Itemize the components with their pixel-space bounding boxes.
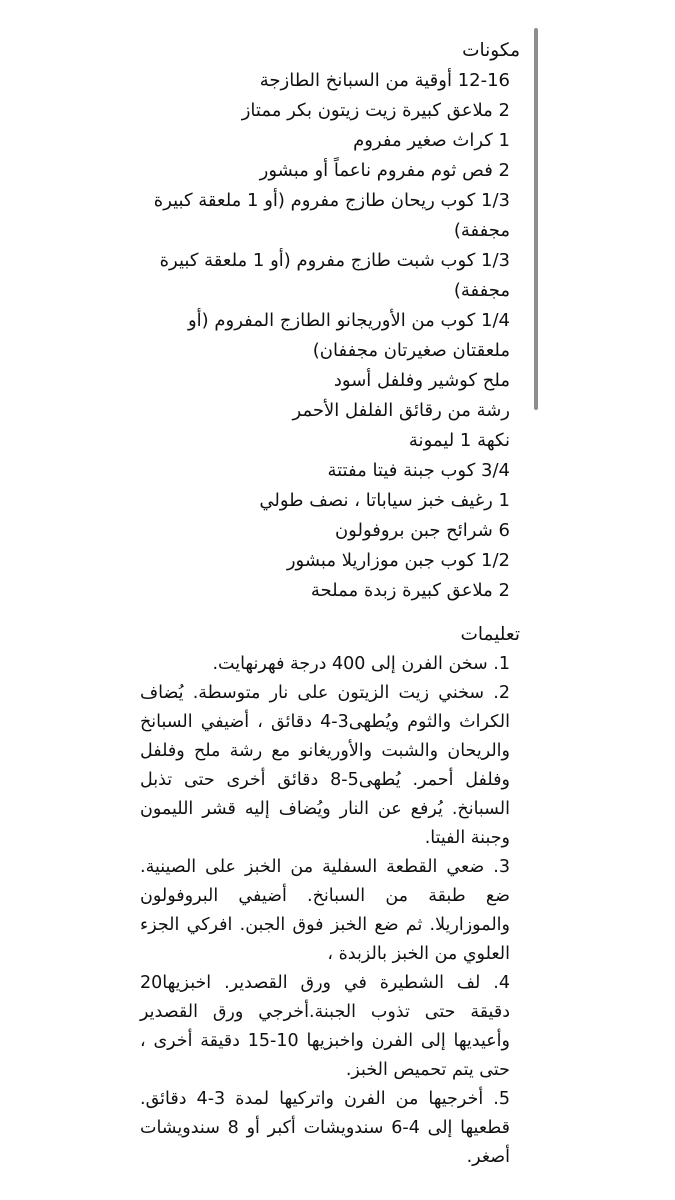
instructions-list (140, 650, 520, 1172)
ingredient-item: 1/4 كوب من الأوريجانو الطازج المفروم (أو ملعقتان صغيرتان مجففان) (187, 310, 510, 361)
ingredients-list (140, 66, 520, 606)
instructions-section (140, 620, 520, 1172)
instruction-step: 3. ضعي القطعة السفلية من الخبز على الصينية. ضع طبقة من السبانخ. أضيفي البروفولون والموزاريلا. ثم ضع الخبز فوق الجبن. افركي الجزء العلوي من الخبز بالزبدة ، (140, 857, 510, 964)
instructions-heading: تعليمات (460, 624, 520, 645)
ingredients-section (140, 36, 520, 606)
ingredient-item: نكهة 1 ليمونة (408, 430, 510, 451)
ingredient-item: 3/4 كوب جبنة فيتا مفتتة (327, 460, 510, 481)
instruction-step: 2. سخني زيت الزيتون على نار متوسطة. يُضاف الكراث والثوم ويُطهى3-4 دقائق ، أضيفي السبانخ والريحان والشبت والأوريغانو مع رشة ملح وفلفل وفلفل أحمر. يُطهى5-8 دقائق أخرى حتى تذبل السبانخ. يُرفع عن النار ويُضاف إليه قشر الليمون وجبنة الفيتا. (140, 683, 511, 848)
scrollbar[interactable] (534, 28, 538, 410)
ingredient-item: رشة من رقائق الفلفل الأحمر (292, 400, 510, 421)
ingredient-item: 2 فص ثوم مفروم ناعماً أو مبشور (259, 160, 510, 181)
instruction-step: 5. أخرجيها من الفرن واتركيها لمدة 3-4 دقائق. قطعيها إلى 4-6 سندويشات أكبر أو 8 سندويشات أصغر. (140, 1089, 511, 1167)
ingredient-item: 1/3 كوب ريحان طازج مفروم (أو 1 ملعقة كبيرة مجففة) (153, 190, 510, 241)
ingredient-item: 1/3 كوب شبت طازج مفروم (أو 1 ملعقة كبيرة مجففة) (159, 250, 510, 301)
instruction-step: 1. سخن الفرن إلى 400 درجة فهرنهايت. (212, 654, 510, 674)
ingredient-item: 1 رغيف خبز سياباتا ، نصف طولي (259, 490, 510, 511)
ingredient-item: 2 ملاعق كبيرة زبدة مملحة (310, 580, 510, 601)
ingredient-item: 1/2 كوب جبن موزاريلا مبشور (286, 550, 510, 571)
ingredient-item: ملح كوشير وفلفل أسود (333, 370, 510, 391)
ingredient-item: 1 كراث صغير مفروم (353, 130, 510, 151)
ingredient-item: 12-16 أوقية من السبانخ الطازجة (259, 70, 510, 91)
ingredient-item: 6 شرائح جبن بروفولون (334, 520, 510, 541)
ingredient-item: 2 ملاعق كبيرة زيت زيتون بكر ممتاز (241, 100, 510, 121)
instruction-step: 4. لف الشطيرة في ورق القصدير. اخبزيها20 دقيقة حتى تذوب الجبنة.أخرجي ورق القصدير وأعيديها إلى الفرن واخبزيها 10-15 دقيقة أخرى ، حتى يتم تحميص الخبز. (140, 973, 510, 1080)
ingredients-heading: مكونات (462, 40, 520, 61)
